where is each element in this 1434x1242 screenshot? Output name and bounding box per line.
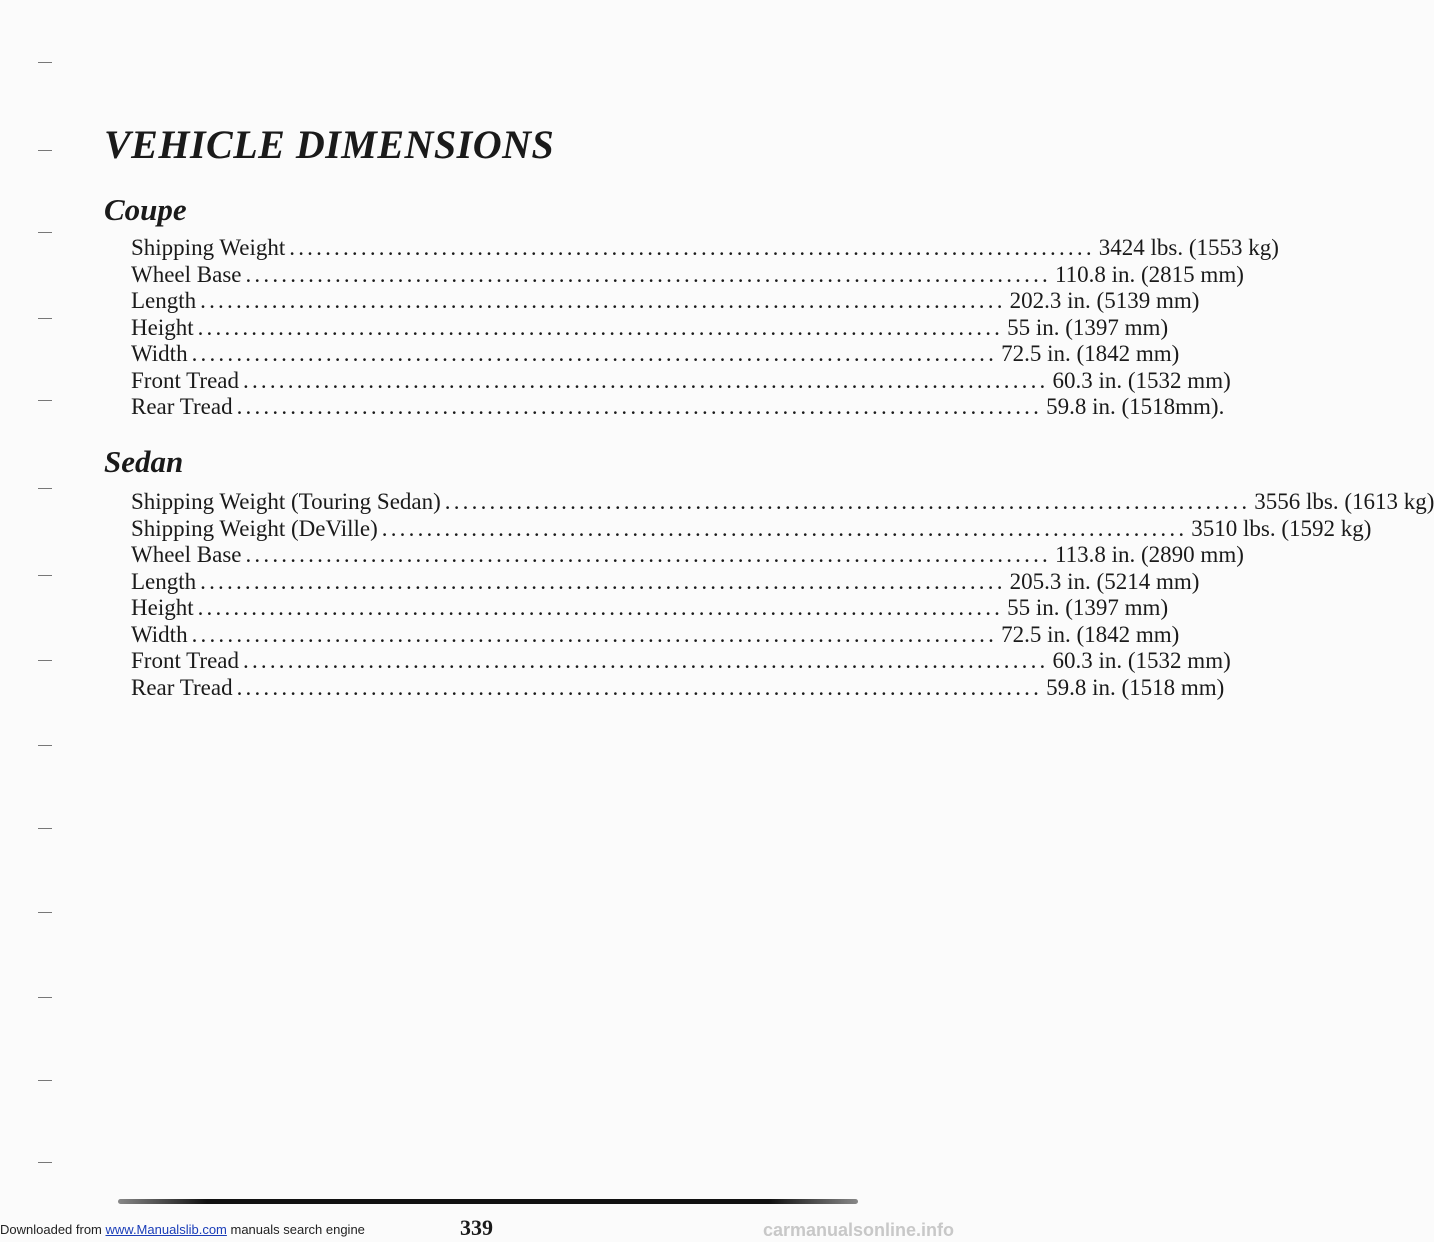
- margin-tick: [38, 232, 52, 233]
- dot-leader: ..........................................................................................: [243, 367, 1049, 393]
- spec-label: Rear Tread: [131, 674, 233, 700]
- spec-list-sedan: [131, 489, 1434, 701]
- spec-label: Shipping Weight (DeVille): [131, 515, 378, 541]
- spec-row: [131, 314, 1169, 342]
- dot-leader: ..........................................................................................: [197, 314, 1004, 340]
- spec-label: Height: [131, 595, 194, 620]
- spec-value: 72.5 in. (1842 mm): [1001, 621, 1180, 647]
- spec-value: 59.8 in. (1518mm).: [1046, 394, 1225, 419]
- spec-row: [131, 288, 1200, 315]
- spec-value: 55 in. (1397 mm): [1007, 314, 1169, 340]
- spec-value: 60.3 in. (1532 mm): [1052, 367, 1231, 393]
- spec-label: Width: [131, 621, 188, 647]
- spec-row: [131, 367, 1231, 395]
- spec-list-coupe: [131, 235, 1279, 421]
- dot-leader: ..........................................................................................: [197, 595, 1004, 620]
- margin-tick: [38, 400, 52, 401]
- page-title: VEHICLE DIMENSIONS: [104, 122, 555, 167]
- dot-leader: ..........................................................................................: [381, 515, 1188, 541]
- margin-tick: [38, 1162, 52, 1163]
- dot-leader: ..........................................................................................: [191, 621, 998, 647]
- spec-label: Shipping Weight (Touring Sedan): [131, 489, 441, 514]
- spec-row: [131, 595, 1169, 622]
- spec-value: 60.3 in. (1532 mm): [1052, 648, 1231, 673]
- spec-row: [131, 648, 1231, 675]
- margin-tick: [38, 575, 52, 576]
- dot-leader: ..........................................................................................: [236, 674, 1043, 700]
- spec-value: 3510 lbs. (1592 kg): [1191, 515, 1372, 541]
- spec-label: Front Tread: [131, 367, 239, 393]
- site-watermark: carmanualsonline.info: [762, 1220, 954, 1240]
- spec-row: [131, 489, 1434, 516]
- spec-label: Wheel Base: [131, 261, 242, 287]
- spec-value: 59.8 in. (1518 mm): [1046, 674, 1225, 700]
- spec-value: 72.5 in. (1842 mm): [1001, 341, 1180, 366]
- margin-tick: [38, 62, 52, 63]
- spec-value: 113.8 in. (2890 mm): [1054, 542, 1244, 567]
- section-title-coupe: Coupe: [104, 192, 187, 227]
- spec-row: [131, 235, 1279, 262]
- download-notice-prefix: Downloaded from: [0, 1222, 106, 1237]
- margin-tick: [38, 1080, 52, 1081]
- spec-value: 3556 lbs. (1613 kg): [1254, 489, 1434, 514]
- footer-rule: [118, 1199, 858, 1204]
- spec-row: [131, 515, 1372, 543]
- spec-value: 110.8 in. (2815 mm): [1054, 261, 1244, 287]
- spec-row: [131, 542, 1244, 569]
- spec-row: [131, 341, 1180, 368]
- spec-row: [131, 568, 1200, 596]
- spec-row: [131, 261, 1244, 289]
- dot-leader: ..........................................................................................: [191, 341, 998, 366]
- spec-value: 202.3 in. (5139 mm): [1009, 288, 1200, 313]
- download-notice: [0, 1222, 365, 1237]
- section-title-sedan: Sedan: [104, 444, 184, 479]
- spec-label: Shipping Weight: [131, 235, 286, 260]
- margin-tick: [38, 828, 52, 829]
- download-notice-suffix: manuals search engine: [226, 1222, 365, 1237]
- spec-value: 55 in. (1397 mm): [1007, 595, 1169, 620]
- margin-tick: [38, 150, 52, 151]
- spec-value: 205.3 in. (5214 mm): [1009, 568, 1200, 594]
- dot-leader: ..........................................................................................: [245, 542, 1051, 567]
- margin-tick: [38, 318, 52, 319]
- manualslib-link[interactable]: www.Manualslib.com: [105, 1222, 227, 1237]
- spec-label: Width: [131, 341, 188, 366]
- margin-tick: [38, 488, 52, 489]
- dot-leader: ..........................................................................................: [200, 568, 1006, 594]
- dot-leader: ..........................................................................................: [289, 235, 1095, 260]
- page-number: 339: [460, 1215, 493, 1240]
- spec-label: Front Tread: [131, 648, 239, 673]
- margin-tick: [38, 745, 52, 746]
- dot-leader: ..........................................................................................: [236, 394, 1043, 419]
- spec-label: Wheel Base: [131, 542, 242, 567]
- margin-tick: [38, 912, 52, 913]
- dot-leader: ..........................................................................................: [243, 648, 1049, 673]
- spec-label: Height: [131, 314, 194, 340]
- spec-row: [131, 674, 1225, 702]
- spec-label: Length: [131, 288, 197, 313]
- spec-row: [131, 621, 1180, 649]
- dot-leader: ..........................................................................................: [200, 288, 1006, 313]
- margin-tick: [38, 660, 52, 661]
- dot-leader: ..........................................................................................: [444, 489, 1251, 514]
- spec-row: [131, 394, 1225, 421]
- dot-leader: ..........................................................................................: [245, 261, 1051, 287]
- spec-label: Length: [131, 568, 197, 594]
- spec-label: Rear Tread: [131, 394, 233, 419]
- margin-tick: [38, 997, 52, 998]
- spec-value: 3424 lbs. (1553 kg): [1098, 235, 1279, 260]
